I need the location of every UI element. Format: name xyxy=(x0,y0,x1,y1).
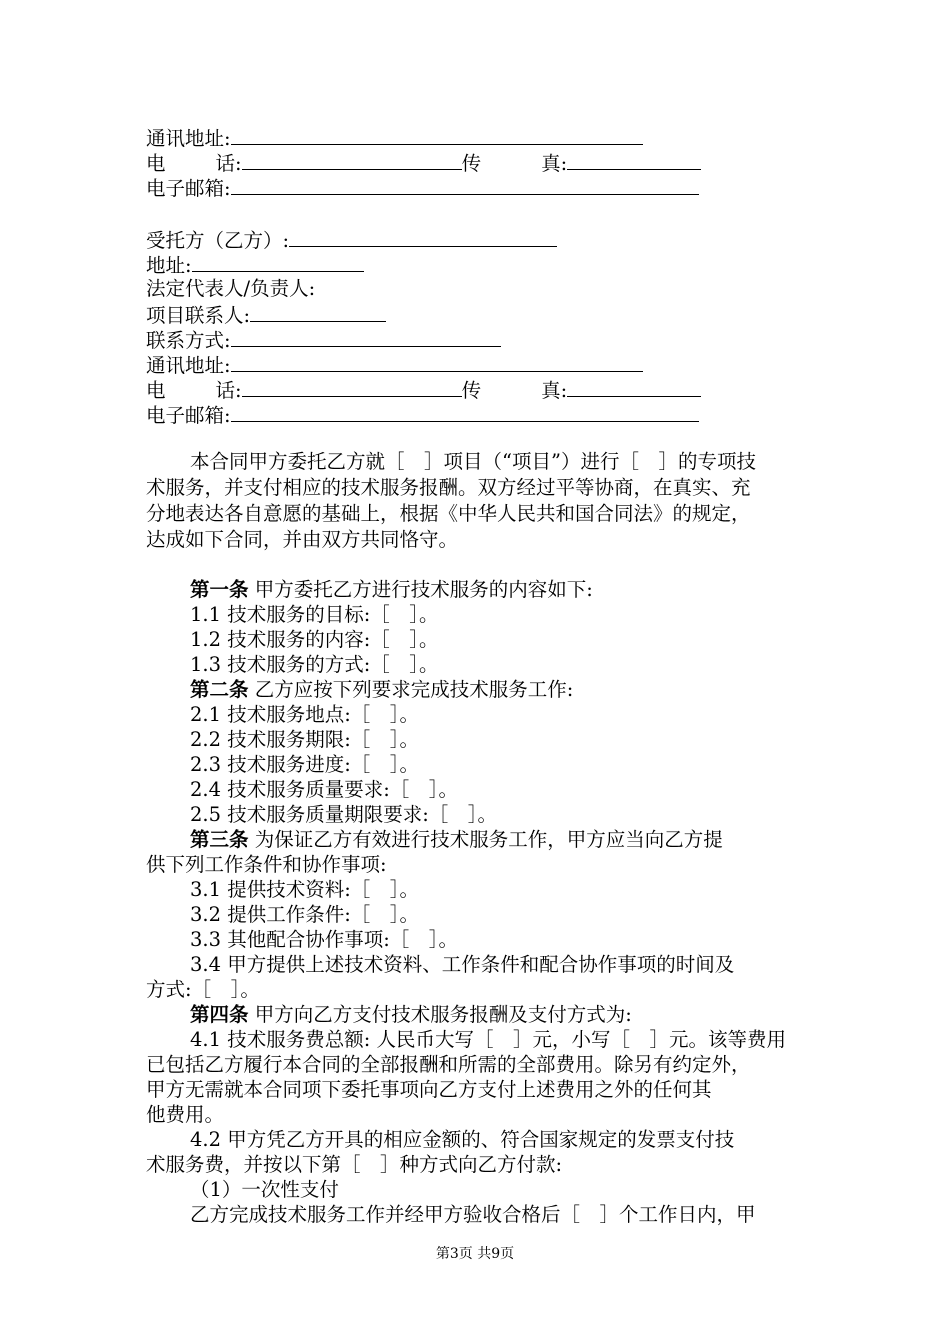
clause-item: 2.2 技术服务期限:［ ］。 xyxy=(190,728,420,751)
phone-label-2: 话: xyxy=(215,152,242,175)
project-contact-line xyxy=(146,301,386,329)
clause-paragraph-line: 已包括乙方履行本合同的全部报酬和所需的全部费用。除另有约定外， xyxy=(146,1053,751,1076)
article-3-text: 为保证乙方有效进行技术服务工作，甲方应当向乙方提 xyxy=(248,828,723,851)
clause-item: 2.1 技术服务地点:［ ］。 xyxy=(190,703,420,726)
clause-item: 1.2 技术服务的内容:［ ］。 xyxy=(190,628,439,651)
fax-label-2: 真: xyxy=(541,379,568,402)
article-3-title: 第三条 xyxy=(190,828,249,851)
clause-paragraph-line: 4.1 技术服务费总额: 人民币大写［ ］元，小写［ ］元。该等费用 xyxy=(190,1028,786,1051)
article-3-heading xyxy=(190,827,723,853)
addr-blank xyxy=(192,251,364,272)
party-b-phone-line xyxy=(146,376,701,404)
clause-paragraph-line: 4.2 甲方凭乙方开具的相应金额的、符合国家规定的发票支付技 xyxy=(190,1128,735,1151)
email-blank xyxy=(231,401,699,422)
fax-blank xyxy=(567,376,701,397)
party-b-addr-line xyxy=(146,251,364,279)
intro-line: 术服务，并支付相应的技术服务报酬。双方经过平等协商，在真实、充 xyxy=(146,476,751,499)
trustee-line xyxy=(146,226,557,254)
article-1-title: 第一条 xyxy=(190,578,249,601)
phone-label-1: 电 xyxy=(146,152,166,175)
intro-line: 本合同甲方委托乙方就［ ］项目（“项目”）进行［ ］的专项技 xyxy=(190,450,756,473)
party-b-email-line xyxy=(146,401,699,429)
article-2-heading xyxy=(190,677,573,703)
clause-item: 2.5 技术服务质量期限要求:［ ］。 xyxy=(190,803,498,826)
fax-label-1: 传 xyxy=(461,152,482,175)
trustee-label: 受托方（乙方）: xyxy=(146,229,290,252)
article-4-title: 第四条 xyxy=(190,1003,249,1026)
contact-method-line xyxy=(146,326,501,354)
intro-line: 达成如下合同，并由双方共同恪守。 xyxy=(146,528,459,551)
article-1-heading xyxy=(190,577,593,603)
clause-item-continuation: 方式:［ ］。 xyxy=(146,978,260,1001)
address-label: 通讯地址: xyxy=(146,127,231,150)
phone-blank xyxy=(242,376,462,397)
project-contact-label: 项目联系人: xyxy=(146,304,251,327)
addr-label: 地址: xyxy=(146,254,192,277)
fax-blank xyxy=(567,149,701,170)
party-b-address-line xyxy=(146,351,643,379)
clause-item: 3.4 甲方提供上述技术资料、工作条件和配合协作事项的时间及 xyxy=(190,953,735,976)
address-label: 通讯地址: xyxy=(146,354,231,377)
clause-paragraph-line: 他费用。 xyxy=(146,1103,225,1126)
project-contact-blank xyxy=(250,301,386,322)
article-2-title: 第二条 xyxy=(190,678,249,701)
phone-blank xyxy=(242,149,462,170)
address-blank xyxy=(231,351,643,372)
email-label: 电子邮箱: xyxy=(146,177,231,200)
clause-item: 3.3 其他配合协作事项:［ ］。 xyxy=(190,928,459,951)
contact-method-label: 联系方式: xyxy=(146,329,231,352)
email-label: 电子邮箱: xyxy=(146,404,231,427)
legal-rep-label: 法定代表人/负责人: xyxy=(146,277,316,300)
article-4-heading xyxy=(190,1002,632,1028)
legal-rep-line xyxy=(146,276,315,302)
trustee-blank xyxy=(289,226,557,247)
clause-item: 3.1 提供技术资料:［ ］。 xyxy=(190,878,420,901)
article-4-text: 甲方向乙方支付技术服务报酬及支付方式为: xyxy=(248,1003,632,1026)
clause-item: 1.1 技术服务的目标:［ ］。 xyxy=(190,603,439,626)
phone-label-1: 电 xyxy=(146,379,166,402)
clause-paragraph-line: 甲方无需就本合同项下委托事项向乙方支付上述费用之外的任何其 xyxy=(146,1078,712,1101)
party-a-phone-line xyxy=(146,149,701,177)
phone-label-2: 话: xyxy=(215,379,242,402)
fax-label-1: 传 xyxy=(461,379,482,402)
page-number: 第3页 共9页 xyxy=(435,1246,515,1262)
fax-label-2: 真: xyxy=(541,152,568,175)
clause-item: 2.3 技术服务进度:［ ］。 xyxy=(190,753,420,776)
article-2-text: 乙方应按下列要求完成技术服务工作: xyxy=(248,678,574,701)
clause-item: 3.2 提供工作条件:［ ］。 xyxy=(190,903,420,926)
article-3-continuation: 供下列工作条件和协作事项: xyxy=(146,853,387,876)
party-a-address-line xyxy=(146,124,643,152)
clause-paragraph-line: 术服务费，并按以下第［ ］种方式向乙方付款: xyxy=(146,1153,563,1176)
clause-item: 1.3 技术服务的方式:［ ］。 xyxy=(190,653,439,676)
intro-line: 分地表达各自意愿的基础上，根据《中华人民共和国合同法》的规定， xyxy=(146,502,751,525)
address-blank xyxy=(231,124,643,145)
email-blank xyxy=(231,174,699,195)
payment-option-1-text: 乙方完成技术服务工作并经甲方验收合格后［ ］个工作日内，甲 xyxy=(190,1203,756,1226)
party-a-email-line xyxy=(146,174,699,202)
payment-option-1: （1）一次性支付 xyxy=(190,1178,339,1201)
clause-item: 2.4 技术服务质量要求:［ ］。 xyxy=(190,778,459,801)
article-1-text: 甲方委托乙方进行技术服务的内容如下: xyxy=(248,578,593,601)
contact-method-blank xyxy=(231,326,501,347)
